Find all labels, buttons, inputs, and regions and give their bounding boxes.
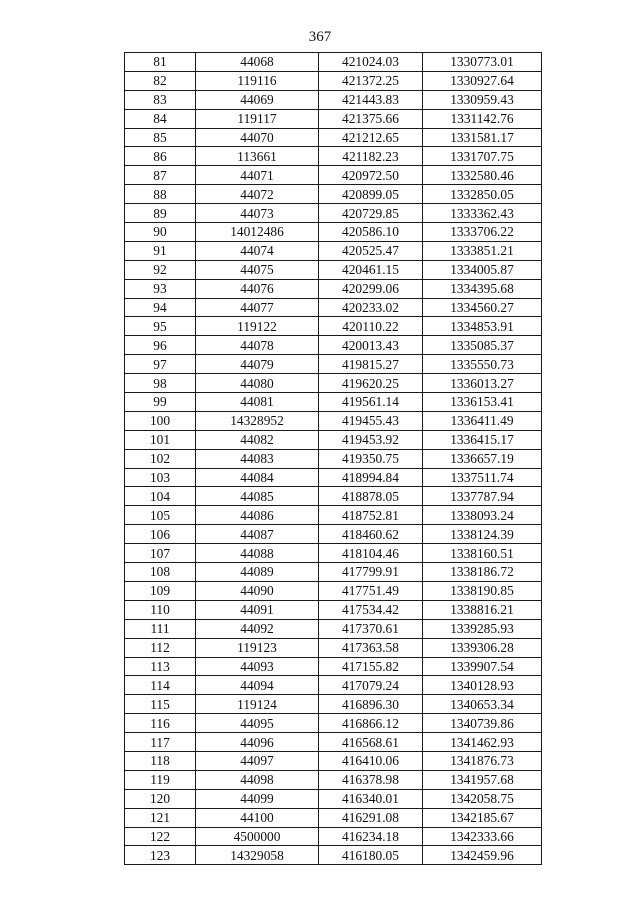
point-id-cell: 44087 <box>196 525 319 544</box>
y-coordinate-cell: 1334005.87 <box>423 260 542 279</box>
y-coordinate-cell: 1339907.54 <box>423 657 542 676</box>
x-coordinate-cell: 418994.84 <box>319 468 423 487</box>
x-coordinate-cell: 421372.25 <box>319 71 423 90</box>
row-number-cell: 89 <box>125 204 196 223</box>
table-row <box>125 260 542 279</box>
table-row <box>125 770 542 789</box>
x-coordinate-cell: 421443.83 <box>319 90 423 109</box>
point-id-cell: 44072 <box>196 185 319 204</box>
y-coordinate-cell: 1332580.46 <box>423 166 542 185</box>
table-row <box>125 336 542 355</box>
x-coordinate-cell: 420525.47 <box>319 241 423 260</box>
point-id-cell: 119123 <box>196 638 319 657</box>
y-coordinate-cell: 1336013.27 <box>423 374 542 393</box>
point-id-cell: 44100 <box>196 808 319 827</box>
x-coordinate-cell: 420972.50 <box>319 166 423 185</box>
x-coordinate-cell: 421212.65 <box>319 128 423 147</box>
row-number-cell: 84 <box>125 109 196 128</box>
point-id-cell: 14328952 <box>196 411 319 430</box>
table-row <box>125 638 542 657</box>
y-coordinate-cell: 1330773.01 <box>423 53 542 72</box>
row-number-cell: 96 <box>125 336 196 355</box>
x-coordinate-cell: 417751.49 <box>319 581 423 600</box>
row-number-cell: 104 <box>125 487 196 506</box>
x-coordinate-cell: 421182.23 <box>319 147 423 166</box>
row-number-cell: 111 <box>125 619 196 638</box>
row-number-cell: 115 <box>125 695 196 714</box>
point-id-cell: 44076 <box>196 279 319 298</box>
row-number-cell: 86 <box>125 147 196 166</box>
table-row <box>125 374 542 393</box>
table-row <box>125 846 542 865</box>
y-coordinate-cell: 1338190.85 <box>423 581 542 600</box>
table-row <box>125 355 542 374</box>
point-id-cell: 14012486 <box>196 223 319 242</box>
y-coordinate-cell: 1334560.27 <box>423 298 542 317</box>
point-id-cell: 44069 <box>196 90 319 109</box>
point-id-cell: 44070 <box>196 128 319 147</box>
point-id-cell: 44075 <box>196 260 319 279</box>
table-row <box>125 90 542 109</box>
table-row <box>125 619 542 638</box>
x-coordinate-cell: 420299.06 <box>319 279 423 298</box>
y-coordinate-cell: 1334395.68 <box>423 279 542 298</box>
y-coordinate-cell: 1340653.34 <box>423 695 542 714</box>
point-id-cell: 44089 <box>196 563 319 582</box>
x-coordinate-cell: 419350.75 <box>319 449 423 468</box>
table-row <box>125 166 542 185</box>
x-coordinate-cell: 420013.43 <box>319 336 423 355</box>
x-coordinate-cell: 420586.10 <box>319 223 423 242</box>
table-row <box>125 714 542 733</box>
y-coordinate-cell: 1339306.28 <box>423 638 542 657</box>
x-coordinate-cell: 416866.12 <box>319 714 423 733</box>
row-number-cell: 92 <box>125 260 196 279</box>
point-id-cell: 44083 <box>196 449 319 468</box>
y-coordinate-cell: 1331581.17 <box>423 128 542 147</box>
point-id-cell: 44095 <box>196 714 319 733</box>
y-coordinate-cell: 1333362.43 <box>423 204 542 223</box>
row-number-cell: 109 <box>125 581 196 600</box>
x-coordinate-cell: 416291.08 <box>319 808 423 827</box>
table-row <box>125 128 542 147</box>
point-id-cell: 44074 <box>196 241 319 260</box>
point-id-cell: 119124 <box>196 695 319 714</box>
y-coordinate-cell: 1342185.67 <box>423 808 542 827</box>
row-number-cell: 83 <box>125 90 196 109</box>
point-id-cell: 119117 <box>196 109 319 128</box>
row-number-cell: 107 <box>125 544 196 563</box>
table-row <box>125 827 542 846</box>
y-coordinate-cell: 1338816.21 <box>423 600 542 619</box>
table-body <box>125 53 542 865</box>
row-number-cell: 110 <box>125 600 196 619</box>
row-number-cell: 108 <box>125 563 196 582</box>
x-coordinate-cell: 416410.06 <box>319 751 423 770</box>
x-coordinate-cell: 418752.81 <box>319 506 423 525</box>
row-number-cell: 93 <box>125 279 196 298</box>
point-id-cell: 44078 <box>196 336 319 355</box>
x-coordinate-cell: 420729.85 <box>319 204 423 223</box>
x-coordinate-cell: 420461.15 <box>319 260 423 279</box>
y-coordinate-cell: 1330927.64 <box>423 71 542 90</box>
point-id-cell: 4500000 <box>196 827 319 846</box>
row-number-cell: 120 <box>125 789 196 808</box>
y-coordinate-cell: 1336153.41 <box>423 393 542 412</box>
point-id-cell: 44093 <box>196 657 319 676</box>
row-number-cell: 123 <box>125 846 196 865</box>
point-id-cell: 44081 <box>196 393 319 412</box>
point-id-cell: 44097 <box>196 751 319 770</box>
table-row <box>125 581 542 600</box>
row-number-cell: 82 <box>125 71 196 90</box>
table-row <box>125 53 542 72</box>
x-coordinate-cell: 421375.66 <box>319 109 423 128</box>
y-coordinate-cell: 1334853.91 <box>423 317 542 336</box>
x-coordinate-cell: 420899.05 <box>319 185 423 204</box>
point-id-cell: 44086 <box>196 506 319 525</box>
row-number-cell: 91 <box>125 241 196 260</box>
y-coordinate-cell: 1338093.24 <box>423 506 542 525</box>
y-coordinate-cell: 1338160.51 <box>423 544 542 563</box>
y-coordinate-cell: 1340128.93 <box>423 676 542 695</box>
x-coordinate-cell: 416180.05 <box>319 846 423 865</box>
row-number-cell: 114 <box>125 676 196 695</box>
y-coordinate-cell: 1338124.39 <box>423 525 542 544</box>
y-coordinate-cell: 1342333.66 <box>423 827 542 846</box>
table-row <box>125 223 542 242</box>
point-id-cell: 44082 <box>196 430 319 449</box>
table-row <box>125 298 542 317</box>
table-row <box>125 71 542 90</box>
y-coordinate-cell: 1341876.73 <box>423 751 542 770</box>
x-coordinate-cell: 421024.03 <box>319 53 423 72</box>
table-row <box>125 733 542 752</box>
row-number-cell: 97 <box>125 355 196 374</box>
x-coordinate-cell: 420233.02 <box>319 298 423 317</box>
table-row <box>125 506 542 525</box>
row-number-cell: 102 <box>125 449 196 468</box>
x-coordinate-cell: 417155.82 <box>319 657 423 676</box>
point-id-cell: 14329058 <box>196 846 319 865</box>
row-number-cell: 99 <box>125 393 196 412</box>
x-coordinate-cell: 419620.25 <box>319 374 423 393</box>
row-number-cell: 103 <box>125 468 196 487</box>
table-row <box>125 204 542 223</box>
table-row <box>125 109 542 128</box>
table-row <box>125 393 542 412</box>
table-row <box>125 468 542 487</box>
y-coordinate-cell: 1339285.93 <box>423 619 542 638</box>
x-coordinate-cell: 417363.58 <box>319 638 423 657</box>
point-id-cell: 44090 <box>196 581 319 600</box>
row-number-cell: 88 <box>125 185 196 204</box>
row-number-cell: 113 <box>125 657 196 676</box>
table-row <box>125 600 542 619</box>
y-coordinate-cell: 1330959.43 <box>423 90 542 109</box>
x-coordinate-cell: 419561.14 <box>319 393 423 412</box>
page-number: 367 <box>308 29 332 45</box>
x-coordinate-cell: 417799.91 <box>319 563 423 582</box>
x-coordinate-cell: 419455.43 <box>319 411 423 430</box>
x-coordinate-cell: 416896.30 <box>319 695 423 714</box>
y-coordinate-cell: 1333706.22 <box>423 223 542 242</box>
y-coordinate-cell: 1342058.75 <box>423 789 542 808</box>
point-id-cell: 44094 <box>196 676 319 695</box>
x-coordinate-cell: 416378.98 <box>319 770 423 789</box>
point-id-cell: 44077 <box>196 298 319 317</box>
row-number-cell: 101 <box>125 430 196 449</box>
x-coordinate-cell: 418104.46 <box>319 544 423 563</box>
x-coordinate-cell: 417534.42 <box>319 600 423 619</box>
point-id-cell: 119122 <box>196 317 319 336</box>
table-row <box>125 525 542 544</box>
x-coordinate-cell: 418460.62 <box>319 525 423 544</box>
table-row <box>125 695 542 714</box>
y-coordinate-cell: 1331142.76 <box>423 109 542 128</box>
row-number-cell: 95 <box>125 317 196 336</box>
y-coordinate-cell: 1335085.37 <box>423 336 542 355</box>
y-coordinate-cell: 1337511.74 <box>423 468 542 487</box>
y-coordinate-cell: 1336657.19 <box>423 449 542 468</box>
y-coordinate-cell: 1341462.93 <box>423 733 542 752</box>
y-coordinate-cell: 1336411.49 <box>423 411 542 430</box>
point-id-cell: 119116 <box>196 71 319 90</box>
row-number-cell: 106 <box>125 525 196 544</box>
y-coordinate-cell: 1337787.94 <box>423 487 542 506</box>
x-coordinate-cell: 416568.61 <box>319 733 423 752</box>
y-coordinate-cell: 1331707.75 <box>423 147 542 166</box>
point-id-cell: 44084 <box>196 468 319 487</box>
table-row <box>125 789 542 808</box>
y-coordinate-cell: 1333851.21 <box>423 241 542 260</box>
point-id-cell: 44085 <box>196 487 319 506</box>
row-number-cell: 87 <box>125 166 196 185</box>
x-coordinate-cell: 419815.27 <box>319 355 423 374</box>
y-coordinate-cell: 1332850.05 <box>423 185 542 204</box>
x-coordinate-cell: 419453.92 <box>319 430 423 449</box>
y-coordinate-cell: 1338186.72 <box>423 563 542 582</box>
table-row <box>125 317 542 336</box>
row-number-cell: 119 <box>125 770 196 789</box>
table-row <box>125 411 542 430</box>
table-row <box>125 487 542 506</box>
x-coordinate-cell: 418878.05 <box>319 487 423 506</box>
point-id-cell: 44071 <box>196 166 319 185</box>
row-number-cell: 100 <box>125 411 196 430</box>
row-number-cell: 94 <box>125 298 196 317</box>
x-coordinate-cell: 416340.01 <box>319 789 423 808</box>
row-number-cell: 117 <box>125 733 196 752</box>
y-coordinate-cell: 1340739.86 <box>423 714 542 733</box>
row-number-cell: 116 <box>125 714 196 733</box>
row-number-cell: 121 <box>125 808 196 827</box>
row-number-cell: 122 <box>125 827 196 846</box>
x-coordinate-cell: 417079.24 <box>319 676 423 695</box>
table-row <box>125 449 542 468</box>
point-id-cell: 44079 <box>196 355 319 374</box>
point-id-cell: 44098 <box>196 770 319 789</box>
table-row <box>125 241 542 260</box>
point-id-cell: 44088 <box>196 544 319 563</box>
row-number-cell: 98 <box>125 374 196 393</box>
y-coordinate-cell: 1336415.17 <box>423 430 542 449</box>
table-row <box>125 676 542 695</box>
table-row <box>125 279 542 298</box>
point-id-cell: 113661 <box>196 147 319 166</box>
point-id-cell: 44096 <box>196 733 319 752</box>
y-coordinate-cell: 1342459.96 <box>423 846 542 865</box>
table-row <box>125 563 542 582</box>
table-row <box>125 751 542 770</box>
table-row <box>125 185 542 204</box>
row-number-cell: 118 <box>125 751 196 770</box>
x-coordinate-cell: 417370.61 <box>319 619 423 638</box>
point-id-cell: 44092 <box>196 619 319 638</box>
point-id-cell: 44080 <box>196 374 319 393</box>
table-row <box>125 147 542 166</box>
point-id-cell: 44091 <box>196 600 319 619</box>
row-number-cell: 90 <box>125 223 196 242</box>
point-id-cell: 44099 <box>196 789 319 808</box>
point-id-cell: 44068 <box>196 53 319 72</box>
point-id-cell: 44073 <box>196 204 319 223</box>
table-row <box>125 544 542 563</box>
x-coordinate-cell: 416234.18 <box>319 827 423 846</box>
table-row <box>125 657 542 676</box>
row-number-cell: 105 <box>125 506 196 525</box>
table-row <box>125 808 542 827</box>
row-number-cell: 85 <box>125 128 196 147</box>
coordinates-table <box>124 52 542 865</box>
table-row <box>125 430 542 449</box>
x-coordinate-cell: 420110.22 <box>319 317 423 336</box>
row-number-cell: 112 <box>125 638 196 657</box>
row-number-cell: 81 <box>125 53 196 72</box>
y-coordinate-cell: 1341957.68 <box>423 770 542 789</box>
y-coordinate-cell: 1335550.73 <box>423 355 542 374</box>
